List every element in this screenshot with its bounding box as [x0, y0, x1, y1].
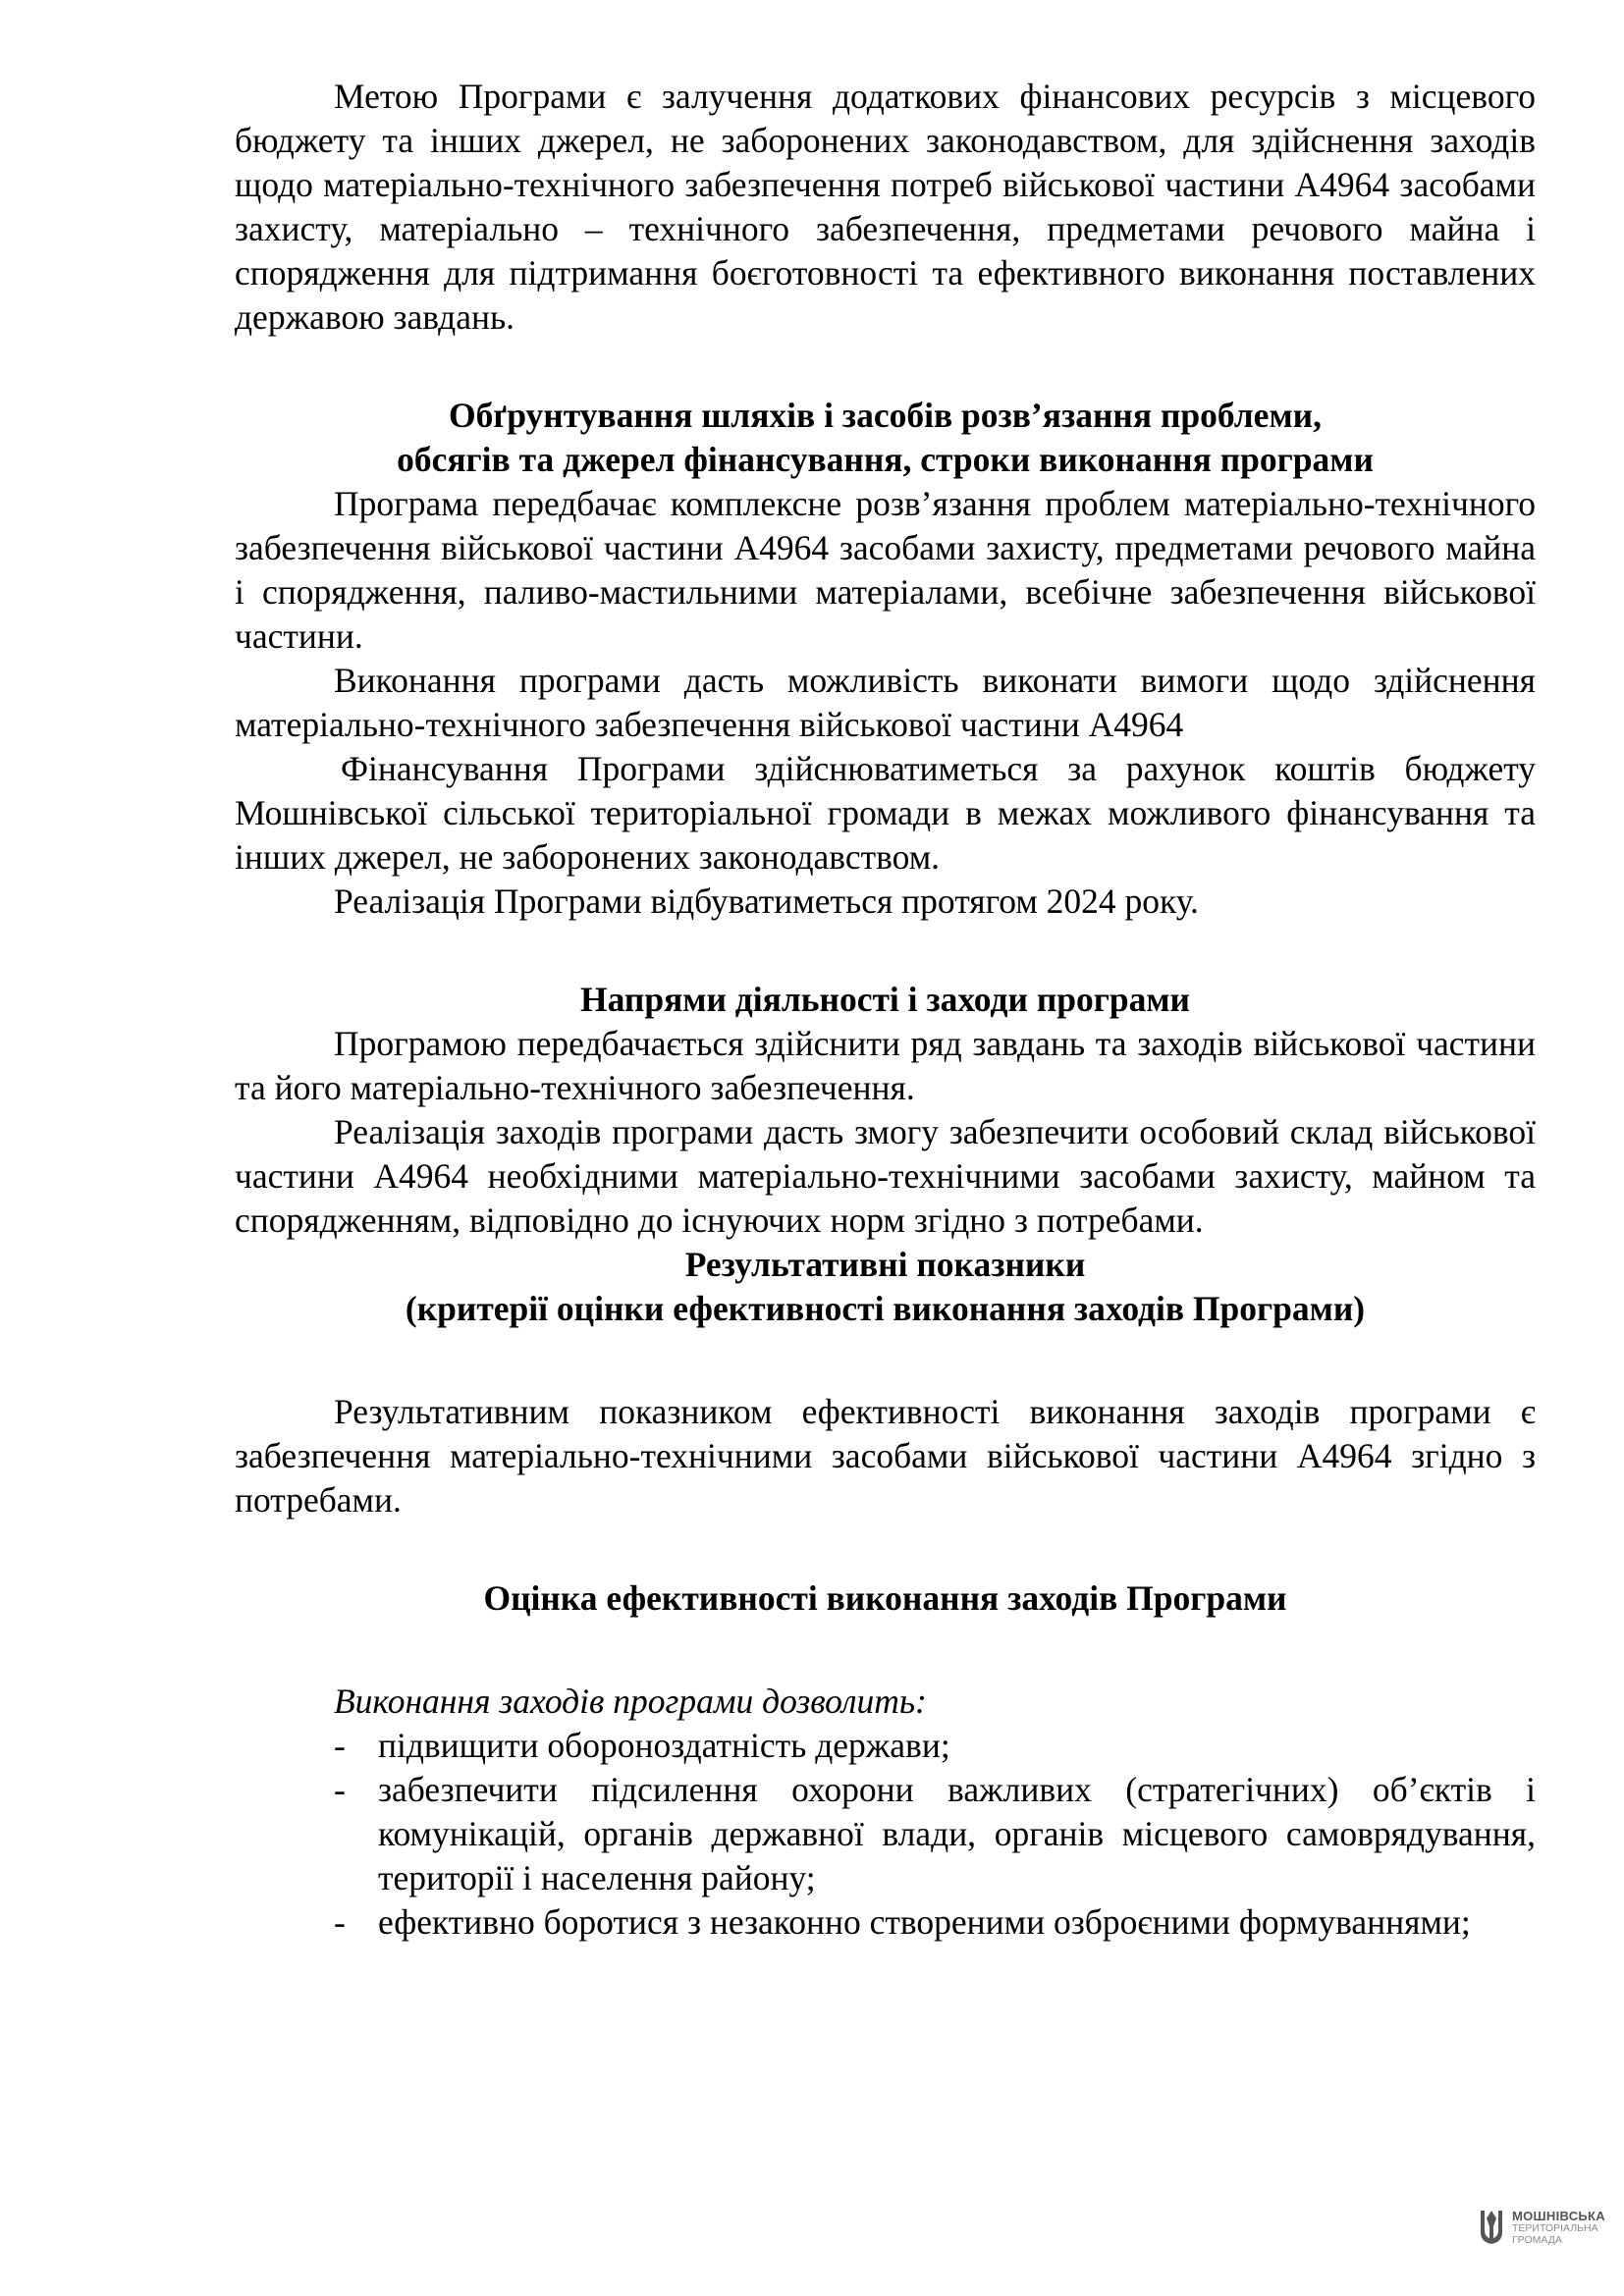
evaluation-lead: Виконання заходів програми дозволить:: [334, 1682, 927, 1721]
dash-bullet: -: [334, 1726, 346, 1765]
directions-paragraph-1: Програмою передбачається здійснити ряд завдань та заходів військової частини та його матеріально-технічного забезпечення.: [235, 1024, 1536, 1107]
section-title-indicators-2: (критерії оцінки ефективності виконання заходів Програми): [405, 1289, 1366, 1328]
stamp-line1: МОШНІВСЬКА: [1512, 2209, 1605, 2223]
indicators-paragraph: Результативним показником ефективності виконання заходів програми є забезпечення матеріально-технічними засобами військової частини А4964 згідно з потребами.: [235, 1392, 1536, 1520]
section-title-justification-2: обсягів та джерел фінансування, строки виконання програми: [397, 440, 1374, 479]
list-item: [235, 1724, 1536, 1768]
justification-paragraph-3: Фінансування Програми здійснюватиметься за рахунок коштів бюджету Мошнівської сільської територіальної громади в межах можливого фінансування та інших джерел, не заборонених законодавством.: [235, 749, 1536, 877]
directions-paragraph-2: Реалізація заходів програми дасть змогу забезпечити особовий склад військової частини А4964 необхідними матеріально-технічними засобами захисту, майном та спорядженням, відповідно до існуючих норм згідно з потребами.: [235, 1112, 1536, 1240]
document-page: [235, 75, 1536, 1945]
list-item-text: ефективно боротися з незаконно створеними озброєними формуваннями;: [378, 1902, 1471, 1942]
dash-bullet: -: [334, 1770, 346, 1809]
list-item: [235, 1768, 1536, 1900]
dash-bullet: -: [334, 1902, 346, 1942]
stamp-line2: ТЕРИТОРІАЛЬНА: [1512, 2222, 1598, 2234]
intro-paragraph: Метою Програми є залучення додаткових фінансових ресурсів з місцевого бюджету та інших джерел, не заборонених законодавством, для здійснення заходів щодо матеріально-технічного забезпечення потреб військової частини А4964 засобами захисту, матеріально – технічного забезпечення, предметами речового майна і спорядження для підтримання боєготовності та ефективного виконання поставлених державою завдань.: [235, 77, 1536, 337]
justification-paragraph-2: Виконання програми дасть можливість виконати вимоги щодо здійснення матеріально-технічного забезпечення військової частини А4964: [235, 661, 1536, 744]
list-item: [235, 1900, 1536, 1945]
section-title-indicators-1: Результативні показники: [684, 1245, 1086, 1284]
stamp-line3: ГРОМАДА: [1512, 2233, 1562, 2246]
justification-paragraph-1: Програма передбачає комплексне розв’язання проблем матеріально-технічного забезпечення військової частини А4964 засобами захисту, предметами речового майна і спорядження, паливо-мастильними матеріалами, всебічне забезпечення військової частини.: [235, 484, 1536, 656]
section-title-justification-1: Обґрунтування шляхів і засобів розв’язання проблеми,: [449, 396, 1322, 435]
trident-icon: [1479, 2209, 1504, 2246]
justification-paragraph-4: Реалізація Програми відбуватиметься протягом 2024 року.: [334, 881, 1199, 921]
list-item-text: забезпечити підсилення охорони важливих (стратегічних) об’єктів і комунікацій, органів державної влади, органів місцевого самоврядування, території і населення району;: [378, 1770, 1536, 1897]
section-title-directions: Напрями діяльності і заходи програми: [579, 980, 1191, 1019]
evaluation-list: [235, 1724, 1536, 1945]
community-stamp: [1479, 2209, 1605, 2246]
section-title-evaluation: Оцінка ефективності виконання заходів Програми: [483, 1578, 1287, 1618]
list-item-text: підвищити обороноздатність держави;: [378, 1726, 950, 1765]
